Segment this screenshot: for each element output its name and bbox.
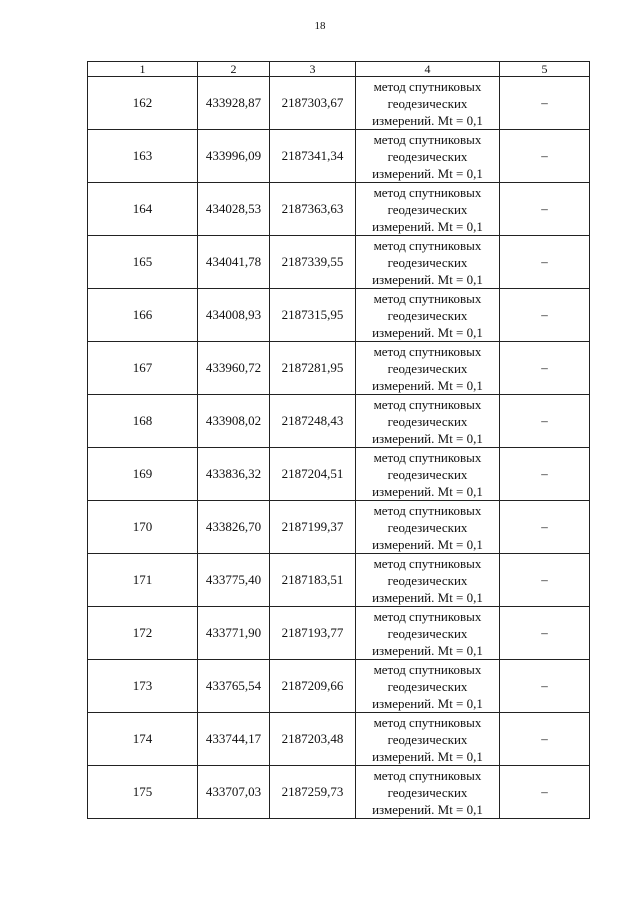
y-coordinate-cell: 2187183,51 xyxy=(270,554,356,607)
point-number-cell: 162 xyxy=(88,77,198,130)
method-cell xyxy=(356,607,500,660)
method-line: измерений. Mt = 0,1 xyxy=(372,483,483,499)
method-line: измерений. Mt = 0,1 xyxy=(372,112,483,128)
point-number-cell: 163 xyxy=(88,130,198,183)
table-row xyxy=(88,766,590,819)
x-coordinate-cell: 433771,90 xyxy=(198,607,270,660)
y-coordinate-cell: 2187341,34 xyxy=(270,130,356,183)
table-row xyxy=(88,554,590,607)
method-cell xyxy=(356,501,500,554)
method-line: метод спутниковых xyxy=(373,714,482,730)
method-line: геодезических xyxy=(387,360,468,376)
method-line: метод спутниковых xyxy=(373,290,482,306)
y-coordinate-cell: 2187281,95 xyxy=(270,342,356,395)
point-number-cell: 171 xyxy=(88,554,198,607)
table-row xyxy=(88,130,590,183)
method-line: измерений. Mt = 0,1 xyxy=(372,695,483,711)
method-cell xyxy=(356,554,500,607)
x-coordinate-cell: 433765,54 xyxy=(198,660,270,713)
method-line: измерений. Mt = 0,1 xyxy=(372,324,483,340)
page-number: 18 xyxy=(314,20,326,32)
method-line: геодезических xyxy=(387,413,468,429)
accuracy-cell: – xyxy=(500,660,590,713)
method-line: геодезических xyxy=(387,307,468,323)
point-number-cell: 173 xyxy=(88,660,198,713)
table-row xyxy=(88,342,590,395)
method-line: измерений. Mt = 0,1 xyxy=(372,271,483,287)
method-line: геодезических xyxy=(387,572,468,588)
method-line: метод спутниковых xyxy=(373,131,482,147)
accuracy-cell: – xyxy=(500,130,590,183)
x-coordinate-cell: 433908,02 xyxy=(198,395,270,448)
accuracy-cell: – xyxy=(500,395,590,448)
table-row xyxy=(88,289,590,342)
method-line: метод спутниковых xyxy=(373,78,482,94)
x-coordinate-cell: 433775,40 xyxy=(198,554,270,607)
x-coordinate-cell: 434041,78 xyxy=(198,236,270,289)
header-col-3: 3 xyxy=(270,62,356,77)
y-coordinate-cell: 2187363,63 xyxy=(270,183,356,236)
y-coordinate-cell: 2187199,37 xyxy=(270,501,356,554)
y-coordinate-cell: 2187203,48 xyxy=(270,713,356,766)
accuracy-cell: – xyxy=(500,713,590,766)
table-row xyxy=(88,501,590,554)
header-col-1: 1 xyxy=(88,62,198,77)
x-coordinate-cell: 434008,93 xyxy=(198,289,270,342)
method-cell xyxy=(356,395,500,448)
method-line: геодезических xyxy=(387,784,468,800)
accuracy-cell: – xyxy=(500,554,590,607)
method-line: геодезических xyxy=(387,148,468,164)
point-number-cell: 168 xyxy=(88,395,198,448)
accuracy-cell: – xyxy=(500,342,590,395)
table-row xyxy=(88,713,590,766)
x-coordinate-cell: 433928,87 xyxy=(198,77,270,130)
method-cell xyxy=(356,342,500,395)
method-line: измерений. Mt = 0,1 xyxy=(372,430,483,446)
method-line: геодезических xyxy=(387,466,468,482)
method-line: метод спутниковых xyxy=(373,237,482,253)
point-number-cell: 174 xyxy=(88,713,198,766)
x-coordinate-cell: 433744,17 xyxy=(198,713,270,766)
accuracy-cell: – xyxy=(500,236,590,289)
point-number-cell: 169 xyxy=(88,448,198,501)
point-number-cell: 175 xyxy=(88,766,198,819)
method-cell xyxy=(356,236,500,289)
y-coordinate-cell: 2187303,67 xyxy=(270,77,356,130)
x-coordinate-cell: 434028,53 xyxy=(198,183,270,236)
y-coordinate-cell: 2187204,51 xyxy=(270,448,356,501)
method-line: метод спутниковых xyxy=(373,608,482,624)
y-coordinate-cell: 2187259,73 xyxy=(270,766,356,819)
method-line: геодезических xyxy=(387,201,468,217)
table-row xyxy=(88,183,590,236)
point-number-cell: 170 xyxy=(88,501,198,554)
table-row xyxy=(88,395,590,448)
method-cell xyxy=(356,713,500,766)
method-line: метод спутниковых xyxy=(373,396,482,412)
method-line: измерений. Mt = 0,1 xyxy=(372,801,483,817)
method-line: геодезических xyxy=(387,731,468,747)
table-row xyxy=(88,607,590,660)
method-line: метод спутниковых xyxy=(373,184,482,200)
table-row xyxy=(88,660,590,713)
accuracy-cell: – xyxy=(500,607,590,660)
method-line: измерений. Mt = 0,1 xyxy=(372,748,483,764)
method-cell xyxy=(356,289,500,342)
y-coordinate-cell: 2187315,95 xyxy=(270,289,356,342)
method-cell xyxy=(356,77,500,130)
point-number-cell: 167 xyxy=(88,342,198,395)
accuracy-cell: – xyxy=(500,183,590,236)
header-col-5: 5 xyxy=(500,62,590,77)
y-coordinate-cell: 2187248,43 xyxy=(270,395,356,448)
y-coordinate-cell: 2187339,55 xyxy=(270,236,356,289)
method-cell xyxy=(356,183,500,236)
method-line: метод спутниковых xyxy=(373,449,482,465)
accuracy-cell: – xyxy=(500,77,590,130)
y-coordinate-cell: 2187193,77 xyxy=(270,607,356,660)
accuracy-cell: – xyxy=(500,501,590,554)
x-coordinate-cell: 433826,70 xyxy=(198,501,270,554)
y-coordinate-cell: 2187209,66 xyxy=(270,660,356,713)
point-number-cell: 165 xyxy=(88,236,198,289)
method-line: геодезических xyxy=(387,678,468,694)
coordinates-table xyxy=(87,61,590,819)
method-cell xyxy=(356,660,500,713)
table-row xyxy=(88,77,590,130)
point-number-cell: 166 xyxy=(88,289,198,342)
header-col-4: 4 xyxy=(356,62,500,77)
method-line: метод спутниковых xyxy=(373,502,482,518)
method-line: геодезических xyxy=(387,254,468,270)
method-cell xyxy=(356,448,500,501)
header-col-2: 2 xyxy=(198,62,270,77)
method-line: метод спутниковых xyxy=(373,555,482,571)
x-coordinate-cell: 433836,32 xyxy=(198,448,270,501)
method-line: измерений. Mt = 0,1 xyxy=(372,165,483,181)
point-number-cell: 164 xyxy=(88,183,198,236)
method-line: метод спутниковых xyxy=(373,661,482,677)
method-line: метод спутниковых xyxy=(373,767,482,783)
table-body xyxy=(88,77,590,819)
accuracy-cell: – xyxy=(500,289,590,342)
table-header-row xyxy=(88,62,590,77)
method-cell xyxy=(356,130,500,183)
table-row xyxy=(88,448,590,501)
method-cell xyxy=(356,766,500,819)
method-line: геодезических xyxy=(387,95,468,111)
x-coordinate-cell: 433960,72 xyxy=(198,342,270,395)
accuracy-cell: – xyxy=(500,766,590,819)
method-line: измерений. Mt = 0,1 xyxy=(372,642,483,658)
method-line: измерений. Mt = 0,1 xyxy=(372,218,483,234)
method-line: измерений. Mt = 0,1 xyxy=(372,536,483,552)
table-row xyxy=(88,236,590,289)
x-coordinate-cell: 433996,09 xyxy=(198,130,270,183)
method-line: измерений. Mt = 0,1 xyxy=(372,377,483,393)
point-number-cell: 172 xyxy=(88,607,198,660)
method-line: измерений. Mt = 0,1 xyxy=(372,589,483,605)
method-line: метод спутниковых xyxy=(373,343,482,359)
x-coordinate-cell: 433707,03 xyxy=(198,766,270,819)
accuracy-cell: – xyxy=(500,448,590,501)
method-line: геодезических xyxy=(387,519,468,535)
method-line: геодезических xyxy=(387,625,468,641)
